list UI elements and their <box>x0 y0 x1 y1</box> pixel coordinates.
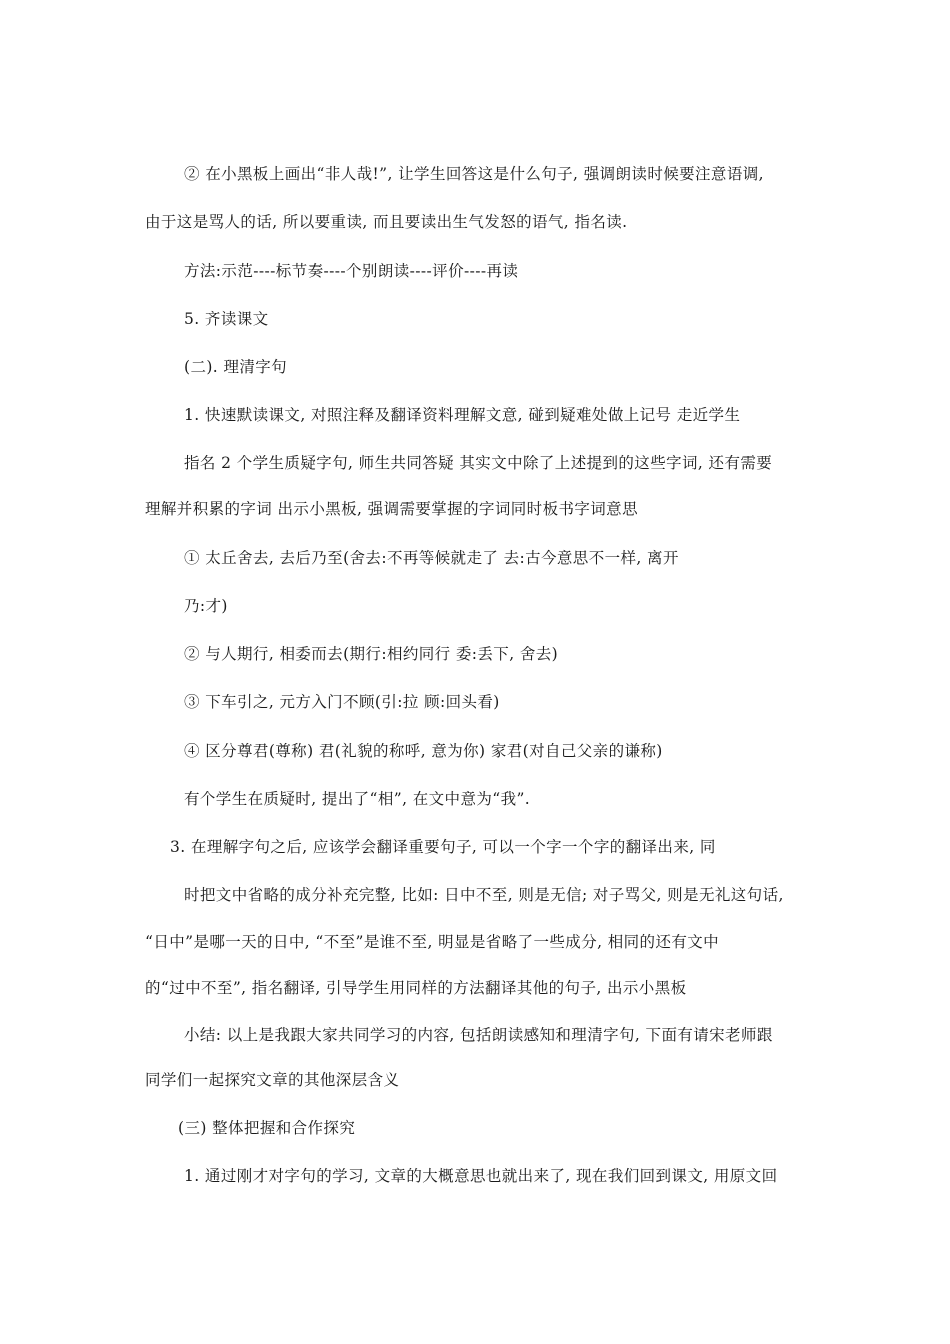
list-item: ④ 区分尊君(尊称) 君(礼貌的称呼, 意为你) 家君(对自己父亲的谦称) <box>184 742 663 760</box>
paragraph-line: 方法:示范----标节奏----个别朗读----评价----再读 <box>184 262 519 280</box>
paragraph-line: 理解并积累的字词 出示小黑板, 强调需要掌握的字词同时板书字词意思 <box>145 500 638 518</box>
section-heading: (三) 整体把握和合作探究 <box>178 1119 356 1137</box>
section-heading: (二). 理清字句 <box>184 358 288 376</box>
paragraph-line: 有个学生在质疑时, 提出了“相”, 在文中意为“我”. <box>184 790 531 808</box>
paragraph-line: 同学们一起探究文章的其他深层含义 <box>145 1071 400 1089</box>
list-item: ③ 下车引之, 元方入门不顾(引:拉 顾:回头看) <box>184 693 500 711</box>
list-item: ② 与人期行, 相委而去(期行:相约同行 委:丢下, 舍去) <box>184 645 559 663</box>
paragraph-line: 1. 通过刚才对字句的学习, 文章的大概意思也就出来了, 现在我们回到课文, 用原文回 <box>184 1167 778 1185</box>
paragraph-line: 5. 齐读课文 <box>184 310 269 328</box>
paragraph-line: 指名 2 个学生质疑字句, 师生共同答疑 其实文中除了上述提到的这些字词, 还有需要 <box>184 454 773 472</box>
paragraph-line: “日中”是哪一天的日中, “不至”是谁不至, 明显是省略了一些成分, 相同的还有文中 <box>145 933 720 951</box>
paragraph-line: 时把文中省略的成分补充完整, 比如: 日中不至, 则是无信; 对子骂父, 则是无礼这句话, <box>184 886 784 904</box>
paragraph-line: ② 在小黑板上画出“非人哉!”, 让学生回答这是什么句子, 强调朗读时候要注意语调, <box>184 165 764 183</box>
paragraph-line: 的“过中不至”, 指名翻译, 引导学生用同样的方法翻译其他的句子, 出示小黑板 <box>145 979 687 997</box>
paragraph-line: 小结: 以上是我跟大家共同学习的内容, 包括朗读感知和理清字句, 下面有请宋老师跟 <box>184 1026 773 1044</box>
paragraph-line: 由于这是骂人的话, 所以要重读, 而且要读出生气发怒的语气, 指名读. <box>145 213 628 231</box>
list-item: 乃:才) <box>184 597 228 615</box>
paragraph-line: 1. 快速默读课文, 对照注释及翻译资料理解文意, 碰到疑难处做上记号 走近学生 <box>184 406 741 424</box>
list-item: ① 太丘舍去, 去后乃至(舍去:不再等候就走了 去:古今意思不一样, 离开 <box>184 549 679 567</box>
paragraph-line: 3. 在理解字句之后, 应该学会翻译重要句子, 可以一个字一个字的翻译出来, 同 <box>170 838 716 856</box>
